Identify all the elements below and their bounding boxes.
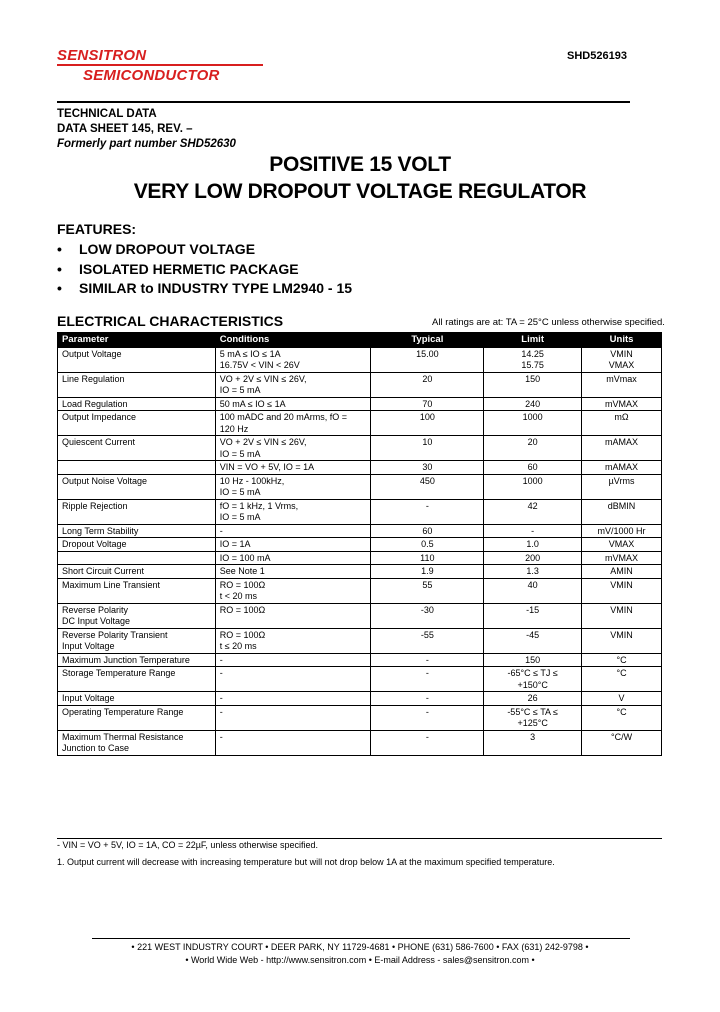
table-row [58,551,662,565]
cell-text: Output Noise Voltage [62,475,148,486]
table-cell-cond [215,653,371,667]
cell-text: °C/W [610,731,633,742]
footer-contact: • World Wide Web - http://www.sensitron.com • E-mail Address - sales@sensitron.com • [185,955,535,965]
cell-text: - [425,706,429,717]
cell-text: +125°C [517,718,548,728]
column-header: Limit [484,333,582,348]
table-cell-typ [371,705,484,730]
table-cell-typ [371,436,484,461]
bullet-icon: • [57,241,62,257]
table-cell-units [582,538,662,552]
part-number: SHD526193 [567,50,627,62]
table-cell-cond [215,578,371,603]
cell-text: 55 [422,579,433,590]
bullet-icon: • [57,260,62,277]
cell-text: +150°C [517,679,548,690]
cell-text: V [618,693,625,703]
cell-text: -30 [420,604,434,615]
table-row [58,397,662,411]
table-cell-limit [484,347,582,372]
cell-text: mV/1000 Hr [597,525,646,536]
cell-text: Reverse Polarity Transient [62,629,168,640]
cell-text: 5 mA ≤ IO ≤ 1A [219,348,281,359]
table-cell-param [58,692,216,706]
header-divider [57,101,630,103]
table-cell-units [582,347,662,372]
table-cell-param [58,397,216,411]
cell-text: - [425,654,429,665]
cell-text: 120 Hz [219,423,249,434]
table-cell-cond [215,474,371,499]
table-row [58,667,662,692]
cell-text: °C [616,706,627,717]
cell-text: mVMAX [605,398,639,409]
table-cell-cond [215,372,371,397]
cell-text: mVMAX [605,552,639,563]
table-body [58,347,662,755]
table-cell-param [58,578,216,603]
table-cell-limit [484,411,582,436]
table-cell-units [582,653,662,667]
table-cell-param [58,499,216,524]
table-cell-typ [371,461,484,475]
table-cell-cond [215,397,371,411]
table-cell-units [582,578,662,603]
cell-text: - [531,525,535,536]
table-cell-units [582,730,662,755]
cell-text: Maximum Thermal Resistance [62,731,184,742]
table-cell-typ [371,565,484,579]
cell-text: 20 [422,373,433,384]
table-cell-typ [371,551,484,565]
cell-text: Dropout Voltage [62,539,127,549]
cell-text [62,553,211,565]
table-cell-units [582,436,662,461]
electrical-characteristics-table [57,332,662,756]
table-cell-cond [215,730,371,755]
cell-text: Storage Temperature Range [62,668,176,678]
table-row [58,474,662,499]
table-cell-limit [484,524,582,538]
table-row [58,499,662,524]
table-cell-units [582,474,662,499]
cell-text: 1000 [522,475,543,486]
cell-text: Output Voltage [62,348,122,359]
table-cell-units [582,461,662,475]
table-cell-limit [484,578,582,603]
ratings-note: All ratings are at: TA = 25°C unless otherwise specified. [432,317,665,328]
cell-text: 60 [527,462,538,472]
table-cell-limit [484,538,582,552]
feature-item: • SIMILAR to INDUSTRY TYPE LM2940 - 15 [57,279,352,299]
cell-text: Operating Temperature Range [62,706,184,717]
cell-text: 26 [527,693,538,703]
table-cell-limit [484,397,582,411]
cell-text: Ripple Rejection [62,500,128,511]
cell-text: VMIN [610,604,633,615]
cell-text: mVmax [606,373,637,384]
cell-text: 150 [525,373,541,384]
cell-text: Input Voltage [62,641,115,651]
cell-text: Reverse Polarity [62,604,129,615]
cell-text: 10 [422,437,433,447]
table-cell-param [58,565,216,579]
cell-text: -45 [526,629,540,640]
cell-text: VO + 2V ≤ VIN ≤ 26V, [219,373,307,384]
column-header: Conditions [215,333,371,348]
cell-text: t < 20 ms [219,591,257,601]
cell-text: VO + 2V ≤ VIN ≤ 26V, [219,437,307,447]
table-row [58,538,662,552]
cell-text: - [219,668,223,678]
cell-text: VIN = VO + 5V, IO = 1A [219,462,315,472]
cell-text: - [425,500,429,511]
cell-text: IO = 100 mA [219,552,271,563]
column-header: Parameter [58,333,216,348]
cell-text: 450 [419,475,435,486]
table-row [58,436,662,461]
table-cell-cond [215,603,371,628]
table-cell-typ [371,372,484,397]
technical-data-label: TECHNICAL DATA [57,108,157,120]
title-line1: POSITIVE 15 VOLT [269,153,451,176]
table-row [58,347,662,372]
table-cell-units [582,397,662,411]
cell-text: 70 [422,398,433,409]
table-row [58,653,662,667]
cell-text: - [219,731,223,742]
cell-text: Quiescent Current [62,437,136,447]
column-header: Typical [371,333,484,348]
table-cell-cond [215,692,371,706]
cell-text: 14.25 [521,348,544,359]
cell-text: t ≤ 20 ms [219,641,257,651]
table-cell-param [58,524,216,538]
table-cell-cond [215,705,371,730]
table-cell-cond [215,538,371,552]
cell-text: VMIN [610,579,633,590]
cell-text: - [425,693,429,703]
table-cell-typ [371,347,484,372]
table-cell-typ [371,578,484,603]
table-row [58,372,662,397]
cell-text: VMAX [608,539,635,549]
cell-text: °C [616,668,627,678]
table-cell-typ [371,411,484,436]
table-cell-units [582,667,662,692]
cell-text: VMAX [608,360,635,370]
cell-text: DC Input Voltage [62,616,131,626]
table-cell-typ [371,730,484,755]
cell-text: IO = 5 mA [219,487,261,497]
table-cell-limit [484,436,582,461]
cell-text: Input Voltage [62,693,115,703]
table-header-row [58,333,662,348]
document-title [0,151,720,205]
table-cell-param [58,372,216,397]
table-cell-limit [484,474,582,499]
cell-text: 240 [525,398,541,409]
table-cell-units [582,565,662,579]
table-row [58,730,662,755]
cell-text: IO = 5 mA [219,385,261,395]
cell-text: IO = 5 mA [219,512,261,522]
table-cell-cond [215,436,371,461]
table-cell-param [58,667,216,692]
table-cell-typ [371,692,484,706]
table-cell-limit [484,705,582,730]
cell-text: Maximum Line Transient [62,579,161,590]
cell-text: 50 mA ≤ IO ≤ 1A [219,398,286,409]
table-cell-param [58,538,216,552]
table-cell-limit [484,653,582,667]
table-row [58,692,662,706]
cell-text: µVrms [608,475,635,486]
bullet-icon: • [57,280,62,296]
table-cell-typ [371,667,484,692]
cell-text: 60 [422,525,433,536]
table-cell-typ [371,603,484,628]
cell-text: VMIN [610,348,633,359]
cell-text: 110 [420,552,435,563]
features-heading: FEATURES: [57,221,137,237]
cell-text: 1.0 [526,539,539,549]
feature-item: • LOW DROPOUT VOLTAGE [57,240,352,260]
cell-text: Short Circuit Current [62,566,145,576]
table-cell-typ [371,538,484,552]
cell-text: -55 [420,629,434,640]
footer-divider [92,938,630,939]
cell-text: VMIN [610,629,633,640]
electrical-heading: ELECTRICAL CHARACTERISTICS [57,313,284,329]
cell-text: RO = 100Ω [219,579,266,590]
cell-text: Load Regulation [62,398,128,409]
footnote-1: 1. Output current will decrease with increasing temperature but will not drop below 1A at the maximum specified temperature. [57,857,555,867]
table-row [58,565,662,579]
table-cell-typ [371,499,484,524]
table-cell-limit [484,603,582,628]
table-cell-cond [215,667,371,692]
table-cell-limit [484,565,582,579]
cell-text: IO = 1A [219,539,251,549]
cell-text [62,462,211,474]
table-cell-typ [371,397,484,411]
cell-text: Maximum Junction Temperature [62,654,190,665]
cell-text: - [219,654,223,665]
table-cell-param [58,411,216,436]
feature-item: • ISOLATED HERMETIC PACKAGE [57,260,352,280]
cell-text: See Note 1 [219,566,265,576]
table-cell-cond [215,551,371,565]
cell-text: 30 [422,462,433,472]
cell-text: 20 [527,437,538,447]
table-cell-units [582,692,662,706]
cell-text: -65°C ≤ TJ ≤ [507,668,558,678]
cell-text: IO = 5 mA [219,448,261,459]
cell-text: fO = 1 kHz, 1 Vrms, [219,500,299,511]
table-cell-cond [215,565,371,579]
table-cell-param [58,603,216,628]
table-cell-param [58,461,216,475]
table-cell-cond [215,461,371,475]
table-cell-cond [215,347,371,372]
cell-text: dBMIN [607,500,636,511]
table-cell-units [582,499,662,524]
cell-text: mAMAX [605,462,639,472]
cell-text: -15 [526,604,540,615]
table-cell-units [582,551,662,565]
table-bottom-rule [57,838,662,839]
table-cell-param [58,628,216,653]
table-cell-limit [484,499,582,524]
table-row [58,705,662,730]
table-row [58,628,662,653]
cell-text: 42 [527,500,538,511]
cell-text: mAMAX [605,437,639,447]
logo-underline [57,64,263,66]
table-cell-units [582,524,662,538]
cell-text: - [425,731,429,742]
cell-text: 3 [530,731,536,742]
cell-text: °C [616,654,627,665]
conditions-note: - VIN = VO + 5V, IO = 1A, CO = 22µF, unless otherwise specified. [57,840,318,850]
table-cell-param [58,436,216,461]
table-row [58,603,662,628]
table-cell-cond [215,524,371,538]
table-cell-typ [371,524,484,538]
table-cell-limit [484,667,582,692]
table-cell-typ [371,628,484,653]
table-cell-param [58,551,216,565]
column-header: Units [582,333,662,348]
cell-text: 1.9 [421,566,434,576]
title-line2: VERY LOW DROPOUT VOLTAGE REGULATOR [133,180,587,203]
cell-text: 40 [527,579,538,590]
table-cell-limit [484,692,582,706]
cell-text: RO = 100Ω [219,629,266,640]
table-cell-typ [371,653,484,667]
cell-text: 15.75 [521,360,544,370]
table-cell-limit [484,372,582,397]
footer-address: • 221 WEST INDUSTRY COURT • DEER PARK, NY 11729-4681 • PHONE (631) 586-7600 • FAX (631) 242-9798 • [131,942,589,952]
cell-text: - [425,668,429,678]
cell-text: 1000 [522,412,543,422]
cell-text: 15.00 [416,348,439,359]
table-cell-param [58,653,216,667]
table-cell-param [58,347,216,372]
cell-text: Line Regulation [62,373,125,384]
cell-text: - [219,693,223,703]
cell-text: 10 Hz - 100kHz, [219,475,285,486]
table-cell-units [582,628,662,653]
cell-text: -55°C ≤ TA ≤ [507,706,558,717]
cell-text: - [219,706,223,717]
cell-text: Output Impedance [62,412,137,422]
cell-text: RO = 100Ω [219,604,266,615]
table-row [58,461,662,475]
cell-text: AMIN [610,566,633,576]
cell-text: 1.3 [526,566,539,576]
company-logo-line1: SENSITRON [57,47,147,64]
table-cell-units [582,411,662,436]
cell-text: 100 [419,412,435,422]
table-cell-units [582,603,662,628]
table-cell-typ [371,474,484,499]
table-cell-param [58,730,216,755]
cell-text: 0.5 [421,539,434,549]
cell-text: Long Term Stability [62,525,139,536]
table-cell-units [582,372,662,397]
cell-text: 100 mADC and 20 mArms, fO = [219,412,348,422]
table-row [58,578,662,603]
cell-text: 150 [525,654,541,665]
former-part-label: Formerly part number SHD52630 [57,138,236,150]
technical-info [57,107,236,152]
cell-text: - [219,525,223,536]
table-row [58,411,662,436]
cell-text: 200 [525,552,541,563]
table-cell-cond [215,628,371,653]
table-cell-limit [484,461,582,475]
table-cell-cond [215,499,371,524]
table-cell-param [58,705,216,730]
table-cell-param [58,474,216,499]
cell-text: mΩ [614,412,629,422]
table-row [58,524,662,538]
cell-text: 16.75V < VIN < 26V [219,360,300,370]
table-cell-units [582,705,662,730]
table-cell-cond [215,411,371,436]
table-cell-limit [484,730,582,755]
table-cell-limit [484,628,582,653]
table-cell-limit [484,551,582,565]
cell-text: Junction to Case [62,743,130,753]
data-sheet-label: DATA SHEET 145, REV. – [57,123,193,135]
features-list [57,240,352,299]
company-logo-line2: SEMICONDUCTOR [83,67,220,84]
